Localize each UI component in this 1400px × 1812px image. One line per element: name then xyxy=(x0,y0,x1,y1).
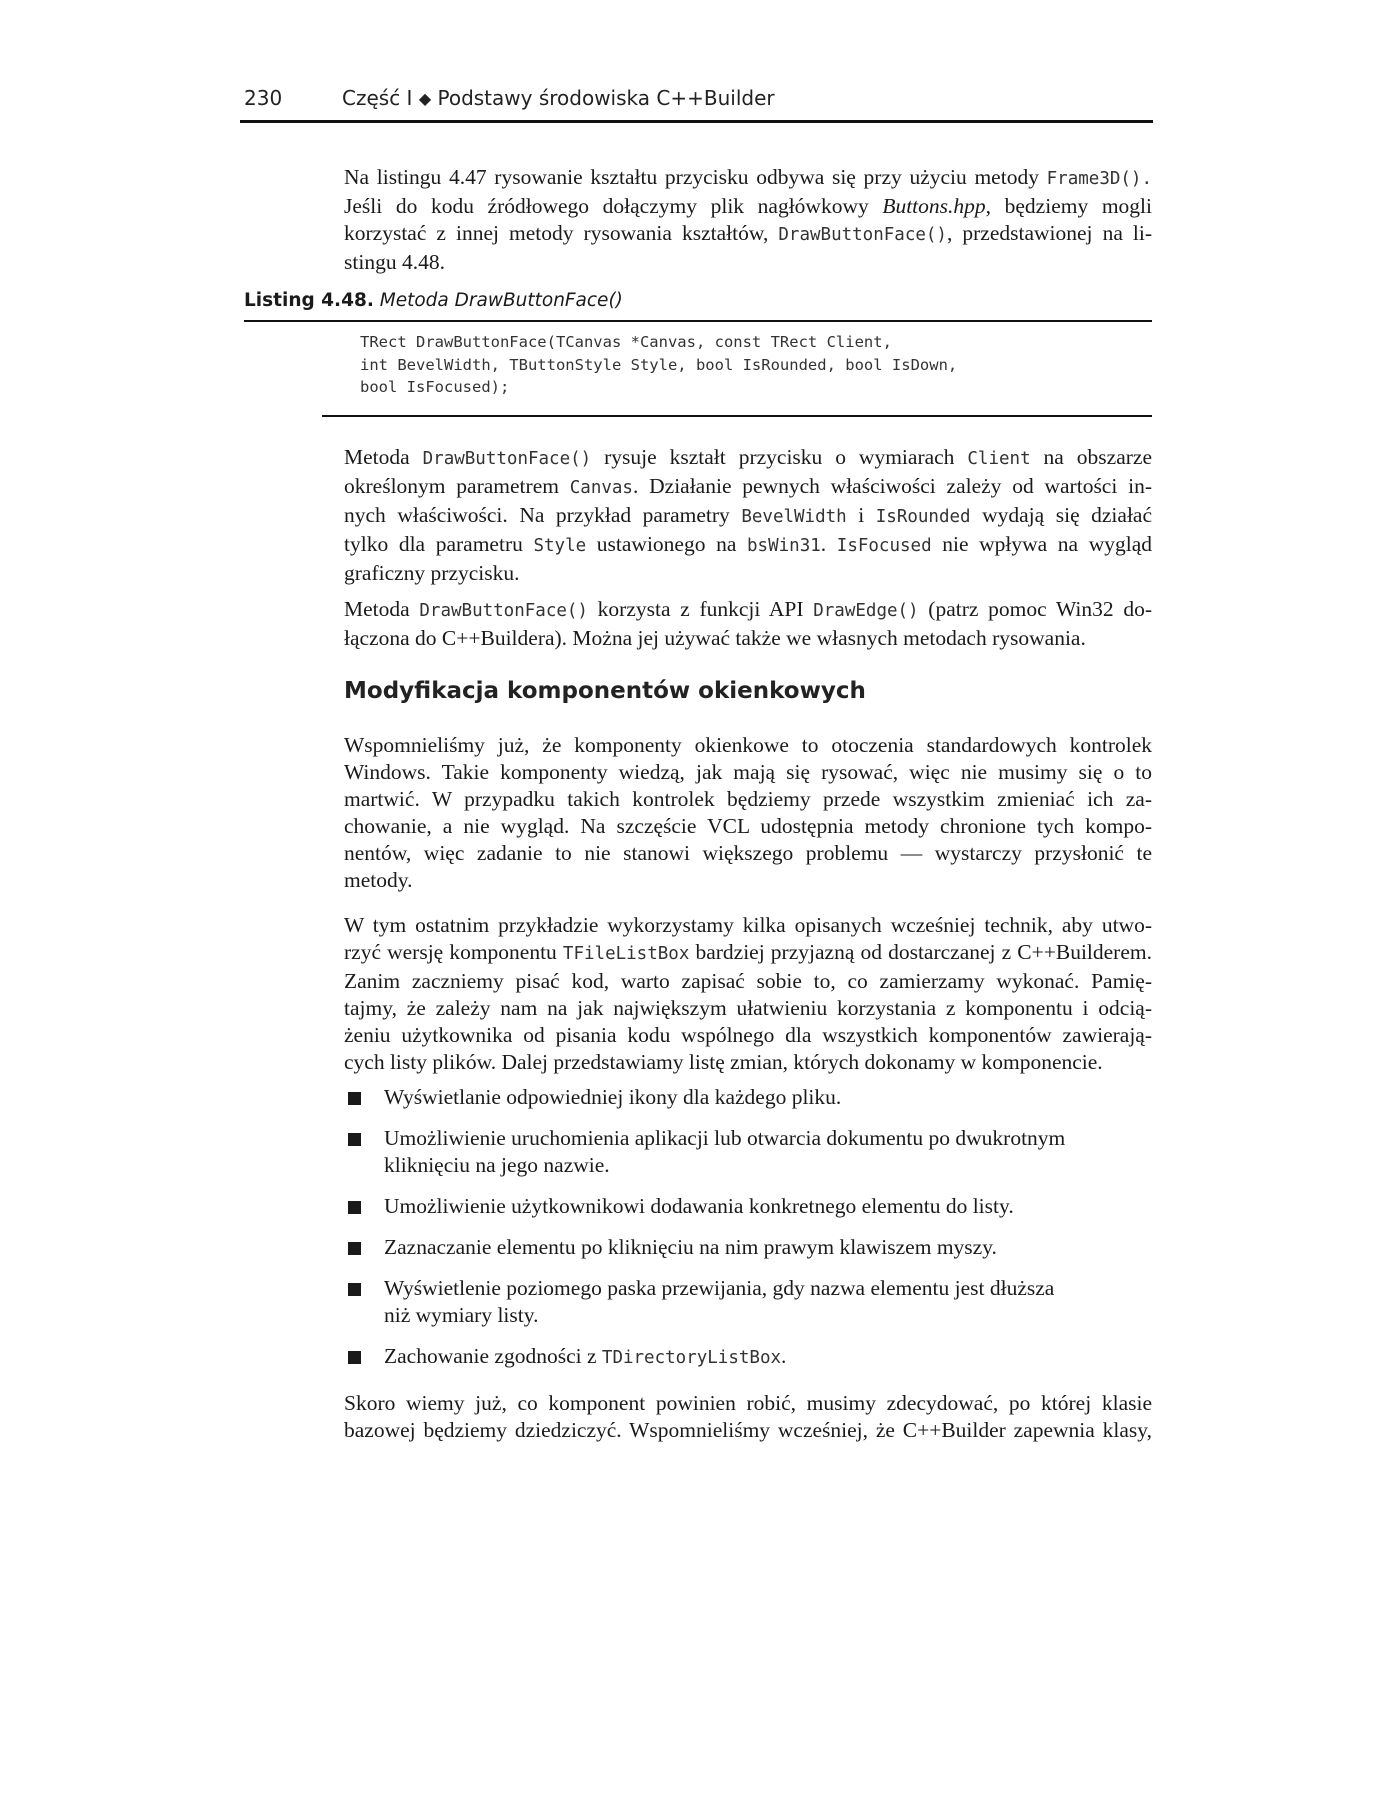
text-line: martwić. W przypadku takich kontrolek będziemy przede wszystkim zmieniać ich za- xyxy=(344,787,1152,811)
text-line: żeniu użytkownika od pisania kodu wspólnego dla wszystkich komponentów zawierają- xyxy=(344,1023,1152,1047)
text-line: Jeśli do kodu źródłowego dołączymy plik nagłówkowy Buttons.hpp, będziemy mogli xyxy=(344,194,1152,218)
page-number: 230 xyxy=(244,86,283,110)
diamond-icon: ◆ xyxy=(418,89,432,108)
text-line: łączona do C++Buildera). Można jej używać także we własnych metodach rysowania. xyxy=(344,626,1086,650)
paragraph-windowed-components xyxy=(344,732,1152,894)
list-item: Umożliwienie użytkownikowi dodawania konkretnego elementu do listy. xyxy=(344,1193,1152,1220)
text-line: metody. xyxy=(344,868,413,892)
inline-code: Frame3D(). xyxy=(1046,169,1152,189)
text-line: nych właściwości. Na przykład parametry BevelWidth i IsRounded wydają się działać xyxy=(344,503,1153,527)
list-item: Wyświetlanie odpowiedniej ikony dla każdego pliku. xyxy=(344,1084,1152,1111)
text-line: tajmy, że zależy nam na jak największym ułatwieniu korzystania z komponentu i odcią- xyxy=(344,996,1152,1020)
text-line: nentów, więc zadanie to nie stanowi większego problemu — wystarczy przysłonić te xyxy=(344,841,1152,865)
text-line: korzystać z innej metody rysowania kształtów, DrawButtonFace(), przedstawionej na li- xyxy=(344,221,1153,245)
square-bullet-icon xyxy=(348,1242,361,1255)
listing-caption xyxy=(244,290,1152,322)
list-item: Zaznaczanie elementu po kliknięciu na nim prawym klawiszem myszy. xyxy=(344,1234,1152,1261)
intro-paragraph xyxy=(344,164,1152,276)
square-bullet-icon xyxy=(348,1351,361,1364)
text-line: rzyć wersję komponentu TFileListBox bardziej przyjazną od dostarczanej z C++Builderem. xyxy=(344,940,1152,964)
header-title xyxy=(342,86,775,110)
code-line: int BevelWidth, TButtonStyle Style, bool IsRounded, bool IsDown, xyxy=(360,355,958,374)
list-item: Wyświetlenie poziomego paska przewijania, gdy nazwa elementu jest dłuższa niż wymiary listy. xyxy=(344,1275,1152,1329)
text-line: bazowej będziemy dziedziczyć. Wspomnieliśmy wcześniej, że C++Builder zapewnia klasy, xyxy=(344,1418,1152,1442)
listing-label: Listing 4.48. xyxy=(244,290,374,311)
text-line: cych listy plików. Dalej przedstawiamy listę zmian, których dokonamy w komponencie. xyxy=(344,1050,1103,1074)
text-line: graficzny przycisku. xyxy=(344,561,520,585)
paragraph-base-class xyxy=(344,1390,1152,1444)
header-part: Część I xyxy=(342,86,413,110)
text-line: Zanim zaczniemy pisać kod, warto zapisać sobie to, co zamierzamy wykonać. Pamię- xyxy=(344,969,1152,993)
code-listing xyxy=(322,331,1152,417)
code-line: bool IsFocused); xyxy=(360,378,510,396)
header-section: Podstawy środowiska C++Builder xyxy=(437,86,775,110)
section-heading: Modyfikacja komponentów okienkowych xyxy=(344,678,866,704)
text-line: Metoda DrawButtonFace() korzysta z funkcji API DrawEdge() (patrz pomoc Win32 do- xyxy=(344,597,1152,621)
code-line: TRect DrawButtonFace(TCanvas *Canvas, const TRect Client, xyxy=(360,333,892,351)
text-line: Windows. Takie komponenty wiedzą, jak mają się rysować, więc nie musimy się o to xyxy=(344,760,1152,784)
paragraph-drawbuttonface xyxy=(344,444,1152,587)
text-line: określonym parametrem Canvas. Działanie pewnych właściwości zależy od wartości in- xyxy=(344,474,1152,498)
listing-title: Metoda DrawButtonFace() xyxy=(379,290,623,311)
square-bullet-icon xyxy=(348,1092,361,1105)
text-line: tylko dla parametru Style ustawionego na bsWin31. IsFocused nie wpływa na wygląd xyxy=(344,532,1153,556)
text-line: W tym ostatnim przykładzie wykorzystamy kilka opisanych wcześniej technik, aby utwo- xyxy=(344,913,1152,937)
feature-list xyxy=(344,1084,1152,1372)
list-item: Umożliwienie uruchomienia aplikacji lub otwarcia dokumentu po dwukrotnym kliknięciu na jego nazwie. xyxy=(344,1125,1152,1179)
file-name: Buttons.hpp xyxy=(882,194,986,218)
paragraph-drawedge xyxy=(344,596,1152,652)
text-line: chowanie, a nie wygląd. Na szczęście VCL udostępnia metody chronione tych kompo- xyxy=(344,814,1152,838)
list-item: Zachowanie zgodności z TDirectoryListBox. xyxy=(344,1343,1152,1372)
square-bullet-icon xyxy=(348,1133,361,1146)
square-bullet-icon xyxy=(348,1201,361,1214)
inline-code: DrawButtonFace() xyxy=(778,225,947,245)
square-bullet-icon xyxy=(348,1283,361,1296)
running-header xyxy=(240,84,1153,123)
paragraph-example xyxy=(344,912,1152,1076)
text-line: Skoro wiemy już, co komponent powinien robić, musimy zdecydować, po której klasie xyxy=(344,1391,1152,1415)
text-line: Na listingu 4.47 rysowanie kształtu przycisku odbywa się przy użyciu metody Frame3D(). xyxy=(344,165,1152,189)
text-line: stingu 4.48. xyxy=(344,250,445,274)
text-line: Metoda DrawButtonFace() rysuje kształt przycisku o wymiarach Client na obszarze xyxy=(344,445,1152,469)
text-line: Wspomnieliśmy już, że komponenty okienkowe to otoczenia standardowych kontrolek xyxy=(344,733,1152,757)
